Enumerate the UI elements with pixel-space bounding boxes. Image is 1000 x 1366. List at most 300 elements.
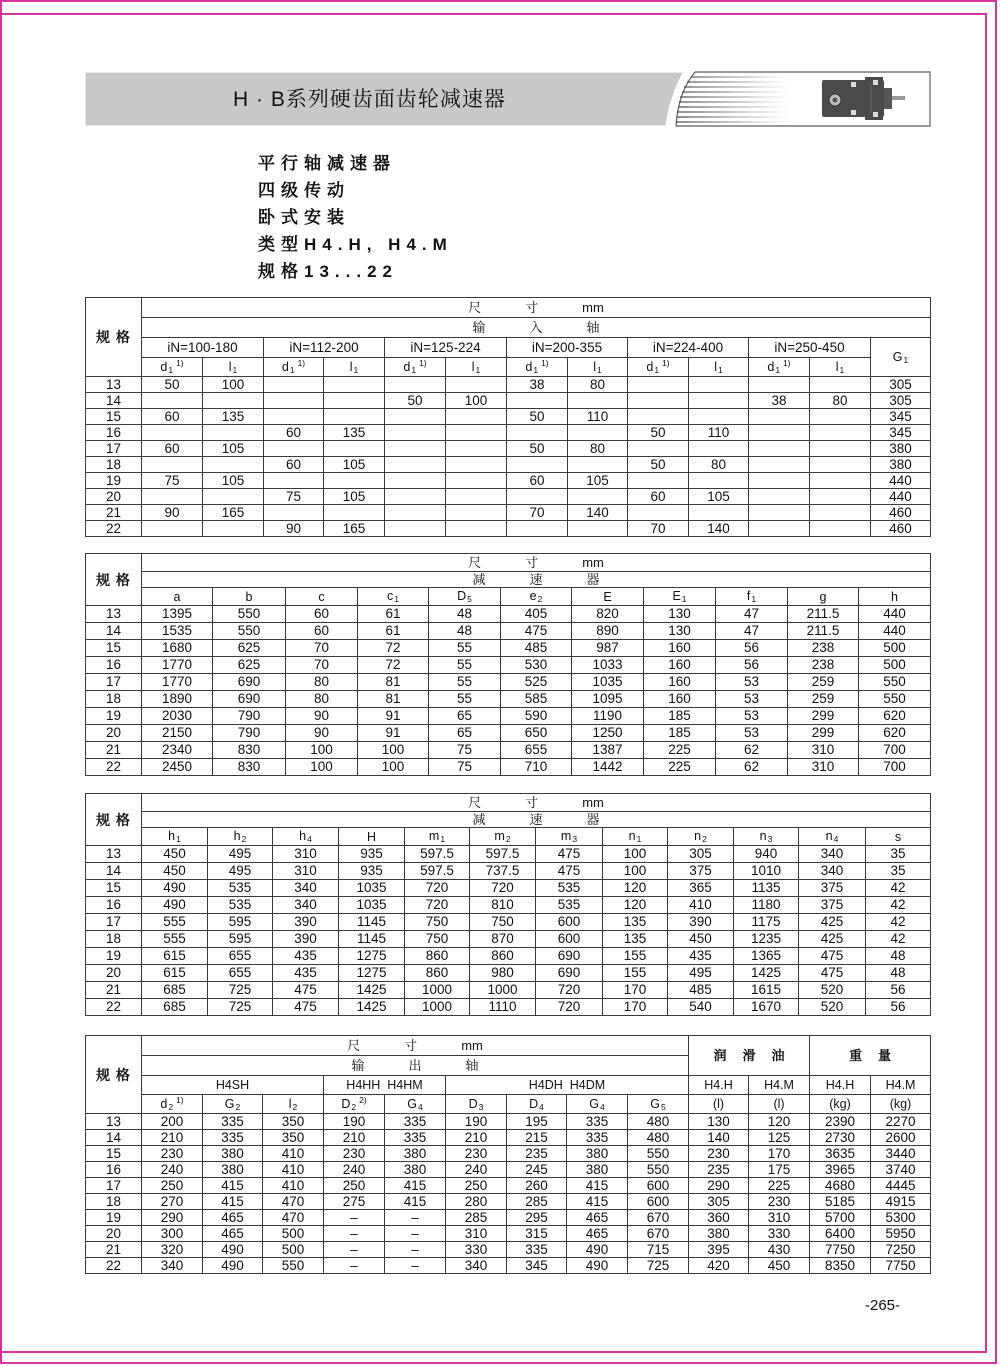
table-cell: 340 bbox=[273, 880, 339, 897]
table-cell: 520 bbox=[799, 999, 866, 1016]
column-label-subscript: 4 bbox=[539, 1101, 544, 1112]
size-cell: 19 bbox=[86, 1210, 142, 1226]
table-cell: 890 bbox=[572, 623, 644, 640]
table-cell: 1680 bbox=[142, 640, 213, 657]
column-label-base: d bbox=[525, 359, 533, 374]
table-cell: 470 bbox=[263, 1210, 324, 1226]
column-header bbox=[567, 1095, 628, 1114]
column-label-base: d bbox=[767, 359, 775, 374]
section-header-char: 出 bbox=[408, 1057, 422, 1073]
table-cell: 535 bbox=[208, 880, 273, 897]
table-cell: 380 bbox=[385, 1162, 446, 1178]
section-header-char: 器 bbox=[586, 571, 600, 587]
section-header-char: 输 bbox=[351, 1057, 365, 1073]
table-cell: 38 bbox=[749, 393, 810, 409]
variant-group-header: H4HH H4HM bbox=[324, 1076, 446, 1095]
column-header-row bbox=[86, 1095, 931, 1114]
table-cell: 340 bbox=[142, 1258, 203, 1274]
column-label-base: D bbox=[529, 1096, 539, 1111]
table-cell: 720 bbox=[536, 999, 603, 1016]
table-row bbox=[86, 1162, 931, 1178]
table-cell: 465 bbox=[567, 1226, 628, 1242]
table-cell: – bbox=[385, 1226, 446, 1242]
table-cell: 1387 bbox=[572, 742, 644, 759]
size-cell: 17 bbox=[86, 674, 142, 691]
column-header bbox=[263, 1095, 324, 1114]
column-label-subscript: 1 bbox=[597, 364, 602, 375]
table-cell bbox=[568, 457, 628, 473]
table-cell: 495 bbox=[208, 846, 273, 863]
column-header-row bbox=[86, 588, 931, 606]
table-cell: 600 bbox=[628, 1194, 689, 1210]
table-cell: 2450 bbox=[142, 759, 213, 776]
section-header-char: 速 bbox=[529, 811, 543, 827]
column-label-base: G bbox=[589, 1096, 599, 1111]
table-cell bbox=[264, 441, 324, 457]
table-cell bbox=[446, 521, 507, 537]
table-cell: 135 bbox=[603, 931, 668, 948]
dimension-header-unit: mm bbox=[582, 794, 604, 810]
table-cell: 1235 bbox=[734, 931, 799, 948]
dimension-header-unit: mm bbox=[582, 299, 604, 315]
size-cell: 14 bbox=[86, 863, 142, 880]
table-cell bbox=[810, 409, 871, 425]
table-cell bbox=[264, 377, 324, 393]
table-cell: 100 bbox=[358, 759, 429, 776]
table-cell: 725 bbox=[628, 1258, 689, 1274]
column-label-footnote: 1) bbox=[662, 357, 670, 368]
section-header bbox=[142, 318, 931, 338]
column-label-subscript: 1 bbox=[394, 594, 399, 604]
table-cell bbox=[385, 441, 446, 457]
table-cell: 987 bbox=[572, 640, 644, 657]
table-cell: 1035 bbox=[339, 897, 405, 914]
table-cell: 75 bbox=[429, 759, 501, 776]
table-cell: 230 bbox=[446, 1146, 507, 1162]
table-header bbox=[86, 1036, 931, 1114]
table-cell: 1770 bbox=[142, 657, 213, 674]
table-cell bbox=[689, 409, 749, 425]
column-label-footnote: 2) bbox=[359, 1094, 367, 1105]
table-cell bbox=[507, 393, 568, 409]
table-cell: 600 bbox=[628, 1178, 689, 1194]
column-label-base: d bbox=[646, 359, 654, 374]
table-cell: 7250 bbox=[871, 1242, 931, 1258]
table-cell: 215 bbox=[507, 1130, 567, 1146]
column-header bbox=[339, 828, 405, 846]
size-header: 规 格 bbox=[86, 794, 142, 846]
table-cell: 500 bbox=[263, 1242, 324, 1258]
table-row bbox=[86, 473, 931, 489]
table-cell: 130 bbox=[689, 1114, 749, 1130]
table-cell: 345 bbox=[871, 409, 931, 425]
table-row bbox=[86, 377, 931, 393]
oil-header-char: 油 bbox=[771, 1047, 785, 1063]
column-label-subscript: 1 bbox=[533, 364, 539, 375]
column-label-subscript: 4 bbox=[600, 1101, 605, 1112]
table-row bbox=[86, 521, 931, 537]
table-cell: 60 bbox=[286, 623, 358, 640]
column-header bbox=[689, 358, 749, 377]
size-cell: 22 bbox=[86, 1258, 142, 1274]
lubricating-oil-header bbox=[689, 1036, 810, 1076]
table-cell: 285 bbox=[507, 1194, 567, 1210]
size-cell: 18 bbox=[86, 457, 142, 473]
column-label-base: l bbox=[593, 359, 597, 374]
table-cell: 50 bbox=[628, 457, 689, 473]
column-label-subscript: 4 bbox=[418, 1101, 423, 1112]
table-row bbox=[86, 846, 931, 863]
table-cell bbox=[749, 473, 810, 489]
table-cell bbox=[628, 409, 689, 425]
column-label-base: g bbox=[819, 589, 827, 604]
oil-unit-header: (l) bbox=[749, 1095, 810, 1114]
table-cell: 4915 bbox=[871, 1194, 931, 1210]
table-cell: 1010 bbox=[734, 863, 799, 880]
dimension-header-char: 寸 bbox=[525, 794, 539, 810]
dimension-header-char: 尺 bbox=[468, 299, 482, 315]
table-cell: 390 bbox=[273, 931, 339, 948]
table-cell: 225 bbox=[644, 759, 716, 776]
table-cell: 5185 bbox=[810, 1194, 871, 1210]
table-cell: 525 bbox=[501, 674, 572, 691]
section-header-char: 器 bbox=[586, 811, 600, 827]
table-cell: 7750 bbox=[871, 1258, 931, 1274]
column-header bbox=[446, 1095, 507, 1114]
table-row bbox=[86, 1210, 931, 1226]
table-cell: 5300 bbox=[871, 1210, 931, 1226]
section-header-char: 入 bbox=[529, 319, 543, 335]
column-header bbox=[788, 588, 859, 606]
table-cell: 335 bbox=[385, 1130, 446, 1146]
table-cell bbox=[324, 409, 385, 425]
table-cell bbox=[810, 441, 871, 457]
table-cell bbox=[628, 377, 689, 393]
table-cell: 550 bbox=[628, 1162, 689, 1178]
table-cell: 340 bbox=[273, 897, 339, 914]
table-cell: 1135 bbox=[734, 880, 799, 897]
table-cell bbox=[689, 441, 749, 457]
table-cell: 615 bbox=[142, 965, 208, 982]
table-cell: 47 bbox=[716, 623, 788, 640]
table-cell: 1890 bbox=[142, 691, 213, 708]
table-cell: 5950 bbox=[871, 1226, 931, 1242]
table-cell: 130 bbox=[644, 623, 716, 640]
table-cell: 250 bbox=[324, 1178, 385, 1194]
table-cell: 160 bbox=[644, 640, 716, 657]
oil-header-char: 润 bbox=[713, 1047, 727, 1063]
table-cell: 1425 bbox=[734, 965, 799, 982]
table-cell: 240 bbox=[324, 1162, 385, 1178]
table-cell bbox=[203, 457, 264, 473]
column-label-subscript: 1 bbox=[751, 594, 757, 604]
section-header bbox=[142, 1056, 689, 1076]
size-cell: 13 bbox=[86, 846, 142, 863]
table-cell: 345 bbox=[507, 1258, 567, 1274]
table-cell: 3635 bbox=[810, 1146, 871, 1162]
table-cell: 60 bbox=[142, 409, 203, 425]
table-cell: 245 bbox=[507, 1162, 567, 1178]
table-cell: 4680 bbox=[810, 1178, 871, 1194]
table-cell: 470 bbox=[263, 1194, 324, 1210]
size-cell: 18 bbox=[86, 931, 142, 948]
table-cell: 210 bbox=[446, 1130, 507, 1146]
column-header bbox=[507, 358, 568, 377]
table-cell bbox=[142, 393, 203, 409]
table-cell bbox=[749, 489, 810, 505]
table-cell: 860 bbox=[405, 948, 470, 965]
table-cell bbox=[810, 521, 871, 537]
table-cell: 210 bbox=[324, 1130, 385, 1146]
table-cell: 590 bbox=[501, 708, 572, 725]
table-cell: 211.5 bbox=[788, 606, 859, 623]
table-cell: 53 bbox=[716, 725, 788, 742]
size-cell: 22 bbox=[86, 759, 142, 776]
table-cell bbox=[628, 473, 689, 489]
table-cell bbox=[203, 425, 264, 441]
table-cell: 625 bbox=[213, 640, 286, 657]
table-cell: 870 bbox=[470, 931, 536, 948]
column-label-subscript: 1 bbox=[636, 834, 642, 844]
column-label-base: e bbox=[529, 589, 537, 603]
column-header bbox=[264, 358, 324, 377]
column-label-subscript: 3 bbox=[572, 834, 578, 844]
table-cell: 655 bbox=[208, 948, 273, 965]
table-cell: 1190 bbox=[572, 708, 644, 725]
table-cell: 350 bbox=[263, 1130, 324, 1146]
table-cell: 340 bbox=[446, 1258, 507, 1274]
column-label-base: d bbox=[281, 359, 289, 374]
table-cell: 75 bbox=[142, 473, 203, 489]
table-cell: 38 bbox=[507, 377, 568, 393]
column-label-footnote: 1) bbox=[541, 357, 549, 368]
table-row bbox=[86, 965, 931, 982]
table-cell: 450 bbox=[668, 931, 734, 948]
size-cell: 16 bbox=[86, 1162, 142, 1178]
table-cell: 310 bbox=[788, 742, 859, 759]
column-label-subscript: 1 bbox=[168, 364, 174, 375]
column-header bbox=[405, 828, 470, 846]
table-row bbox=[86, 606, 931, 623]
table-cell: 480 bbox=[628, 1130, 689, 1146]
column-label-base: G bbox=[892, 349, 903, 364]
table-cell: 335 bbox=[385, 1114, 446, 1130]
ratio-group-header: iN=112-200 bbox=[264, 338, 385, 358]
table-cell bbox=[628, 505, 689, 521]
column-header bbox=[208, 828, 273, 846]
column-header-row bbox=[86, 828, 931, 846]
table-cell bbox=[203, 489, 264, 505]
table-header bbox=[86, 554, 931, 606]
column-label-subscript: 1 bbox=[289, 364, 295, 375]
size-cell: 14 bbox=[86, 393, 142, 409]
table-cell: 299 bbox=[788, 725, 859, 742]
table-row bbox=[86, 657, 931, 674]
weight-header-char: 重 bbox=[849, 1047, 863, 1063]
table-cell: 210 bbox=[142, 1130, 203, 1146]
table-cell: 80 bbox=[568, 377, 628, 393]
table-row bbox=[86, 457, 931, 473]
table-cell: 620 bbox=[859, 708, 931, 725]
table-cell bbox=[749, 425, 810, 441]
table-cell: 405 bbox=[501, 606, 572, 623]
column-header bbox=[142, 828, 208, 846]
column-header bbox=[749, 358, 810, 377]
column-label-footnote: 1) bbox=[297, 357, 306, 368]
column-label-base: h bbox=[299, 829, 307, 843]
table-cell: 240 bbox=[446, 1162, 507, 1178]
table-cell: 597.5 bbox=[405, 846, 470, 863]
table-cell bbox=[446, 473, 507, 489]
column-header bbox=[203, 1095, 263, 1114]
table-cell: 345 bbox=[871, 425, 931, 441]
column-header bbox=[716, 588, 788, 606]
table-cell: 2730 bbox=[810, 1130, 871, 1146]
table-cell: 135 bbox=[603, 914, 668, 931]
table-cell: 50 bbox=[507, 409, 568, 425]
table-cell: 53 bbox=[716, 674, 788, 691]
section-header-char: 输 bbox=[472, 319, 486, 335]
size-cell: 13 bbox=[86, 606, 142, 623]
table-cell bbox=[385, 505, 446, 521]
table-cell: 90 bbox=[264, 521, 324, 537]
dimension-header bbox=[142, 298, 931, 318]
table-cell: 1250 bbox=[572, 725, 644, 742]
table-cell: 320 bbox=[142, 1242, 203, 1258]
table-cell: 120 bbox=[603, 880, 668, 897]
table-cell: 275 bbox=[324, 1194, 385, 1210]
table-cell bbox=[628, 441, 689, 457]
table-cell: 250 bbox=[142, 1178, 203, 1194]
size-cell: 14 bbox=[86, 623, 142, 640]
section-header-char: 轴 bbox=[586, 319, 600, 335]
table-cell: 830 bbox=[213, 759, 286, 776]
table-cell: 350 bbox=[263, 1114, 324, 1130]
table-cell bbox=[385, 457, 446, 473]
table-cell bbox=[507, 521, 568, 537]
table-cell: 238 bbox=[788, 657, 859, 674]
oil-header-char: 滑 bbox=[742, 1047, 756, 1063]
table-cell: 1275 bbox=[339, 948, 405, 965]
page-title: H · B系列硬齿面齿轮减速器 bbox=[233, 88, 506, 111]
table-cell: 670 bbox=[628, 1226, 689, 1242]
table-row bbox=[86, 409, 931, 425]
table-cell: 225 bbox=[749, 1178, 810, 1194]
table-cell: 410 bbox=[263, 1146, 324, 1162]
table-cell: 690 bbox=[536, 965, 603, 982]
column-header bbox=[501, 588, 572, 606]
table-row bbox=[86, 505, 931, 521]
table-cell: 415 bbox=[203, 1194, 263, 1210]
gear-reducer-photo-icon bbox=[822, 77, 905, 120]
table-body bbox=[86, 846, 931, 1016]
table-cell: 420 bbox=[689, 1258, 749, 1274]
table-cell: 380 bbox=[203, 1146, 263, 1162]
summary-line-type: 平行轴减速器 bbox=[258, 154, 396, 173]
table-cell bbox=[203, 393, 264, 409]
table-cell: 230 bbox=[324, 1146, 385, 1162]
table-cell: 330 bbox=[749, 1226, 810, 1242]
column-header bbox=[286, 588, 358, 606]
table-cell: 615 bbox=[142, 948, 208, 965]
table-row bbox=[86, 691, 931, 708]
table-cell: 475 bbox=[273, 999, 339, 1016]
size-cell: 21 bbox=[86, 982, 142, 999]
table-cell: 90 bbox=[142, 505, 203, 521]
table-cell: 820 bbox=[572, 606, 644, 623]
column-header bbox=[470, 828, 536, 846]
summary-line-stages: 四级传动 bbox=[258, 181, 350, 200]
table-cell: 60 bbox=[628, 489, 689, 505]
section-header-char: 速 bbox=[529, 571, 543, 587]
table-cell: 160 bbox=[644, 691, 716, 708]
table-cell: 465 bbox=[567, 1210, 628, 1226]
table-cell bbox=[446, 505, 507, 521]
table-cell: 3440 bbox=[871, 1146, 931, 1162]
column-label-subscript: 1 bbox=[440, 834, 446, 844]
table-cell: 720 bbox=[405, 880, 470, 897]
table-cell: 1770 bbox=[142, 674, 213, 691]
table-cell: 290 bbox=[142, 1210, 203, 1226]
column-label-footnote: 1) bbox=[419, 357, 427, 368]
table-cell: 35 bbox=[866, 846, 931, 863]
table-cell: 42 bbox=[866, 914, 931, 931]
ratio-group-header: iN=250-450 bbox=[749, 338, 871, 358]
size-cell: 20 bbox=[86, 965, 142, 982]
table-row bbox=[86, 489, 931, 505]
column-label-base: H bbox=[366, 829, 377, 844]
size-cell: 17 bbox=[86, 1178, 142, 1194]
column-header bbox=[734, 828, 799, 846]
table-cell: 120 bbox=[603, 897, 668, 914]
table-cell: 737.5 bbox=[470, 863, 536, 880]
table-cell: 450 bbox=[142, 863, 208, 880]
column-header bbox=[429, 588, 501, 606]
table-cell: 280 bbox=[446, 1194, 507, 1210]
table-cell: 600 bbox=[536, 931, 603, 948]
size-cell: 15 bbox=[86, 1146, 142, 1162]
table-cell: 65 bbox=[429, 708, 501, 725]
table-cell: – bbox=[324, 1242, 385, 1258]
size-cell: 18 bbox=[86, 691, 142, 708]
table-cell: 90 bbox=[286, 725, 358, 742]
table-row bbox=[86, 674, 931, 691]
table-cell: 535 bbox=[536, 897, 603, 914]
table-cell: 625 bbox=[213, 657, 286, 674]
banner-curve bbox=[676, 72, 695, 126]
table-cell: 259 bbox=[788, 674, 859, 691]
size-cell: 17 bbox=[86, 914, 142, 931]
table-cell: 490 bbox=[567, 1258, 628, 1274]
table-cell bbox=[385, 409, 446, 425]
table-cell: 530 bbox=[501, 657, 572, 674]
table-cell bbox=[446, 409, 507, 425]
table-cell: – bbox=[324, 1226, 385, 1242]
table-cell: 490 bbox=[142, 880, 208, 897]
table-cell: 935 bbox=[339, 863, 405, 880]
variant-group-header: H4SH bbox=[142, 1076, 324, 1095]
column-label-subscript: 1 bbox=[654, 364, 660, 375]
column-label-base: E bbox=[603, 589, 612, 604]
table-cell: 160 bbox=[644, 674, 716, 691]
table-cell: 290 bbox=[689, 1178, 749, 1194]
table-cell: 390 bbox=[273, 914, 339, 931]
table-cell: 460 bbox=[871, 521, 931, 537]
column-label-base: m bbox=[560, 829, 572, 843]
table-cell: 365 bbox=[668, 880, 734, 897]
table-cell: 170 bbox=[603, 999, 668, 1016]
column-header bbox=[536, 828, 603, 846]
